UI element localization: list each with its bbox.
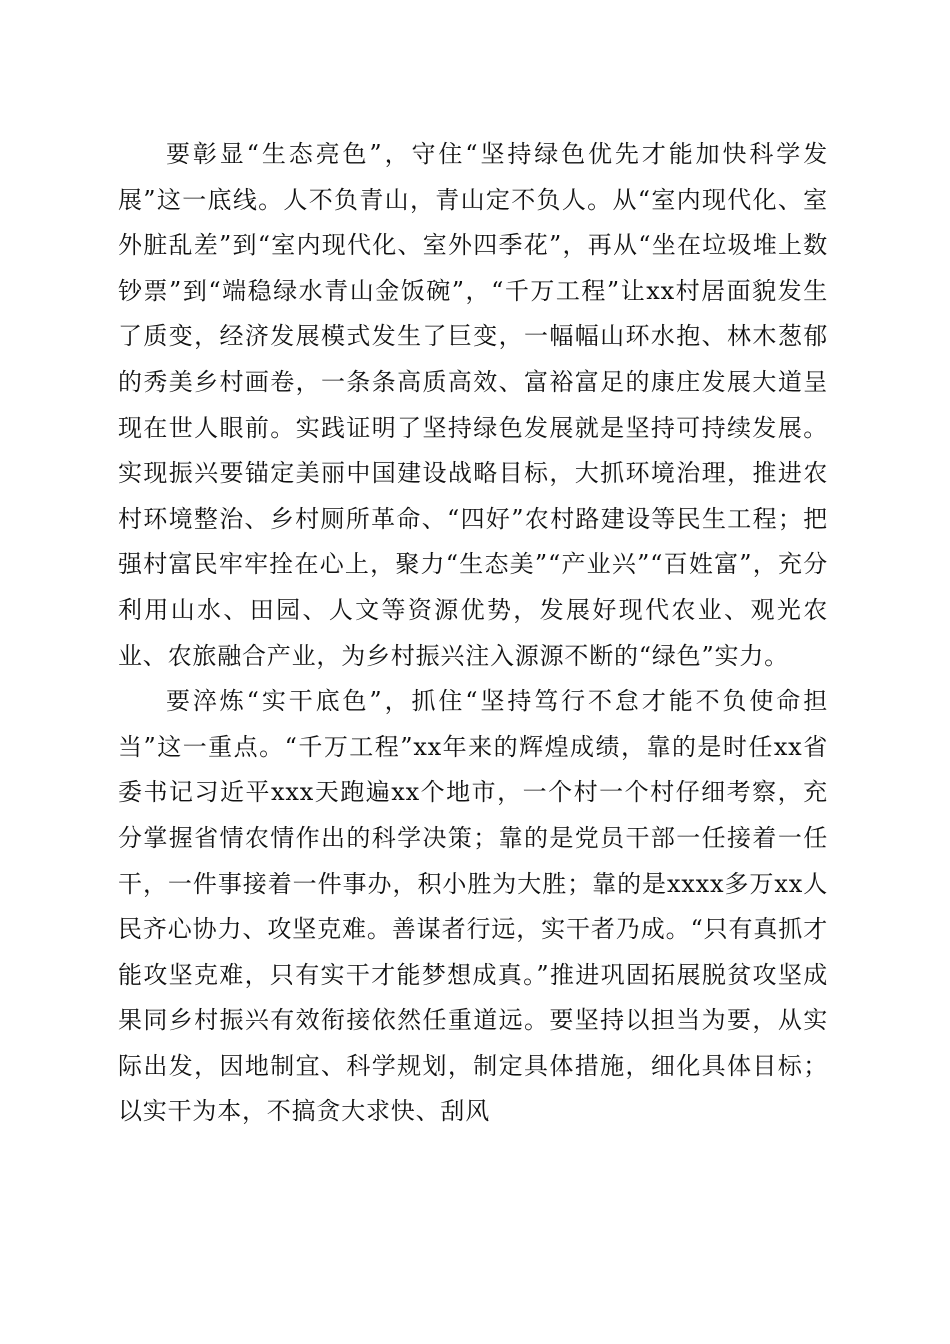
document-body — [118, 132, 828, 1135]
paragraph-ecology: 要彰显“生态亮色”，守住“坚持绿色优先才能加快科学发展”这一底线。人不负青山，青山定不负人。从“室内现代化、室外脏乱差”到“室内现代化、室外四季花”，再从“坐在垃圾堆上数钞票”到“端稳绿水青山金饭碗”，“千万工程”让xx村居面貌发生了质变，经济发展模式发生了巨变，一幅幅山环水抱、林木葱郁的秀美乡村画卷，一条条高质高效、富裕富足的康庄发展大道呈现在世人眼前。实践证明了坚持绿色发展就是坚持可持续发展。实现振兴要锚定美丽中国建设战略目标，大抓环境治理，推进农村环境整治、乡村厕所革命、“四好”农村路建设等民生工程；把强村富民牢牢拴在心上，聚力“生态美”“产业兴”“百姓富”，充分利用山水、田园、人文等资源优势，发展好现代农业、观光农业、农旅融合产业，为乡村振兴注入源源不断的“绿色”实力。 — [118, 140, 828, 670]
paragraph-hard-work: 要淬炼“实干底色”，抓住“坚持笃行不怠才能不负使命担当”这一重点。“千万工程”xx年来的辉煌成绩，靠的是时任xx省委书记习近平xxx天跑遍xx个地市，一个村一个村仔细考察，充分掌握省情农情作出的科学决策；靠的是党员干部一任接着一任干，一件事接着一件事办，积小胜为大胜；靠的是xxxx多万xx人民齐心协力、攻坚克难。善谋者行远，实干者乃成。“只有真抓才能攻坚克难，只有实干才能梦想成真。”推进巩固拓展脱贫攻坚成果同乡村振兴有效衔接依然任重道远。要坚持以担当为要，从实际出发，因地制宜、科学规划，制定具体措施，细化具体目标；以实干为本，不搞贪大求快、刮风 — [118, 687, 828, 1126]
